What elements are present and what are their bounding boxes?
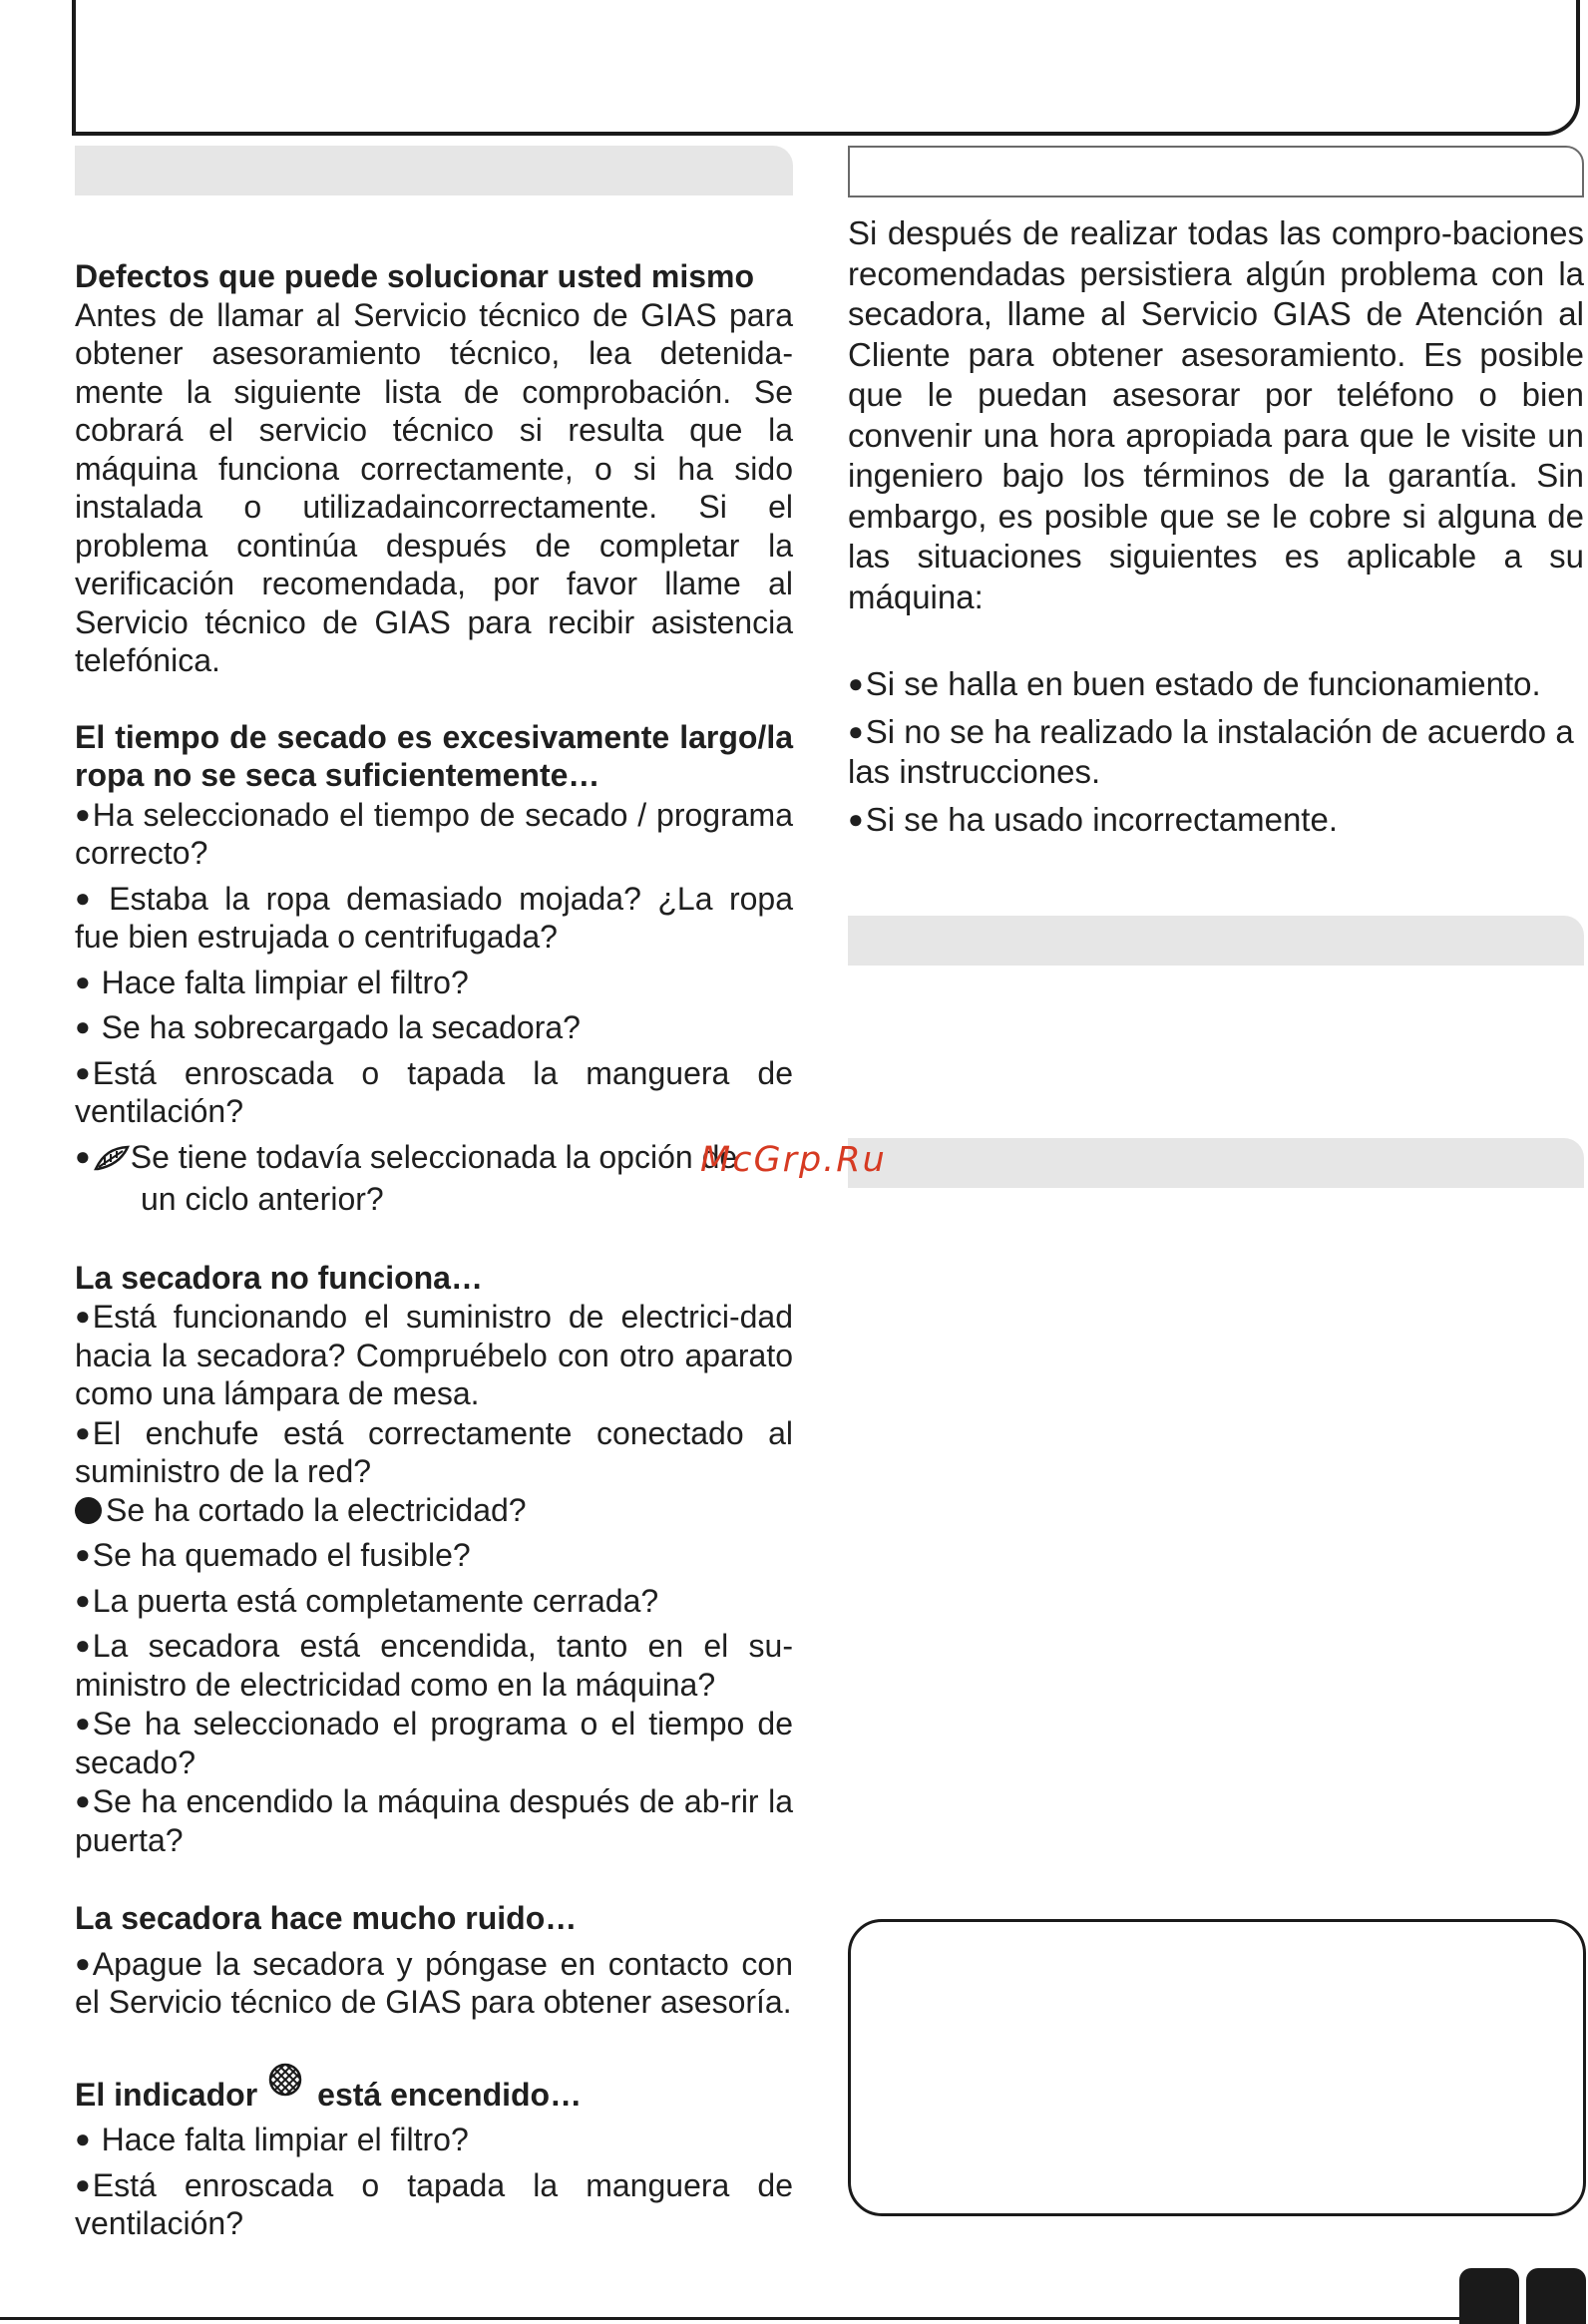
- bullet-icon: ●: [75, 1630, 91, 1660]
- list-item: ●Ha seleccionado el tiempo de secado / programa correcto?: [75, 796, 793, 871]
- bullet-icon: ●: [848, 803, 864, 834]
- charge-conditions-list: [848, 663, 1584, 840]
- bullet-icon: ●: [75, 966, 91, 996]
- footer-rule: [0, 2317, 1466, 2320]
- right-section-bar-3: [848, 1138, 1584, 1188]
- bullet-icon: ●: [75, 1584, 91, 1615]
- service-paragraph: Si después de realizar todas las compro-baciones recomendadas persistiera algún problema con la secadora, llame al Servicio GIAS de Atención al Cliente para obtener asesoramiento. Es posible que le puedan asesorar por teléfono o bien convenir una hora apropiada para que le visite un ingeniero bajo los términos de la garantía. Sin embargo, es posible que se le cobre si alguna de las situaciones siguientes es aplicable a su máquina:: [848, 214, 1584, 615]
- bullet-icon: ●: [75, 1140, 91, 1171]
- list-item: ●Está enroscada o tapada la manguera de ventilación?: [75, 2166, 793, 2241]
- list-item: ●La secadora está encendida, tanto en el su-ministro de electricidad como en la máquina?: [75, 1628, 793, 1703]
- list-item: ●Si no se ha realizado la instalación de acuerdo a las instrucciones.: [848, 712, 1574, 790]
- bullet-icon: ●: [848, 715, 864, 746]
- page-tab: [1526, 2268, 1586, 2324]
- list-item: ●Se ha seleccionado el programa o el tiempo de secado?: [75, 1706, 793, 1780]
- list-item: ●El enchufe está correctamente conectado al suministro de la red?: [75, 1414, 793, 1489]
- bullet-icon: [75, 1497, 102, 1524]
- page-tab: [1459, 2268, 1519, 2324]
- list-item: ●Se ha quemado el fusible?: [75, 1537, 471, 1573]
- right-section-bar-2: [848, 916, 1584, 966]
- defects-intro-paragraph: Antes de llamar al Servicio técnico de GIAS para obtener asesoramiento técnico, lea detenida-mente la siguiente lista de comprobación. Se cobrará el servicio técnico si resulta que la máquina funciona correctamente, o si ha sido instalada o utilizadaincorrectamente. Si el problema continúa después de completar la verificación recomendada, por favor llame al Servicio técnico de GIAS para recibir asistencia telefónica.: [75, 296, 793, 678]
- list-item: ● Hace falta limpiar el filtro?: [75, 2122, 469, 2157]
- list-item: ● Se ha sobrecargado la secadora?: [75, 1009, 581, 1045]
- section-heading-drying-time: El tiempo de secado es excesivamente largo/la ropa no se seca suficientemente…: [75, 718, 793, 793]
- list-item: ●Se ha encendido la máquina después de ab-rir la puerta?: [75, 1783, 793, 1858]
- bullet-icon: ●: [75, 2168, 91, 2199]
- note-box: [848, 1919, 1586, 2216]
- list-item: ● Hace falta limpiar el filtro?: [75, 964, 469, 1000]
- section-heading-not-working: La secadora no funciona…: [75, 1259, 483, 1296]
- header-box: [72, 0, 1580, 136]
- filter-indicator-icon: [267, 2062, 303, 2107]
- bullet-icon: ●: [75, 798, 91, 829]
- list-item: ● Estaba la ropa demasiado mojada? ¿La ropa fue bien estrujada o centrifugada?: [75, 880, 793, 955]
- left-column: [75, 257, 793, 2243]
- bullet-icon: ●: [75, 882, 91, 913]
- delicate-option-icon: [93, 1142, 131, 1181]
- bullet-icon: ●: [75, 1011, 91, 1041]
- left-section-bar: [75, 146, 793, 195]
- bullet-icon: ●: [75, 1056, 91, 1087]
- section-heading-indicator: El indicador está encendido…: [75, 2062, 793, 2115]
- bullet-icon: ●: [75, 1947, 91, 1978]
- bullet-icon: ●: [75, 1539, 91, 1569]
- list-item: ●Está funcionando el suministro de electrici-dad hacia la secadora? Compruébelo con otro aparato como una lámpara de mesa.: [75, 1299, 793, 1411]
- list-item: ●Está enroscada o tapada la manguera de ventilación?: [75, 1054, 793, 1129]
- list-item: ●Si se halla en buen estado de funcionamiento.: [848, 665, 1541, 702]
- bullet-icon: ●: [75, 1416, 91, 1447]
- list-item: ● Se tiene todavía seleccionada la opción de un ciclo anterior?: [75, 1138, 738, 1217]
- bullet-icon: ●: [75, 1301, 91, 1331]
- bullet-icon: ●: [75, 1785, 91, 1815]
- list-item: Se ha cortado la electricidad?: [75, 1491, 793, 1530]
- watermark: McGrp.Ru: [700, 1140, 887, 1180]
- bullet-icon: ●: [75, 1708, 91, 1738]
- section-heading-defects: Defectos que puede solucionar usted mismo: [75, 258, 755, 294]
- bullet-icon: ●: [848, 668, 864, 698]
- bullet-icon: ●: [75, 2124, 91, 2153]
- right-column: [848, 213, 1584, 840]
- list-item: ●Apague la secadora y póngase en contacto con el Servicio técnico de GIAS para obtener asesoría.: [75, 1945, 793, 2020]
- section-heading-noise: La secadora hace mucho ruido…: [75, 1900, 578, 1936]
- list-item: ●La puerta está completamente cerrada?: [75, 1582, 659, 1619]
- list-item: ●Si se ha usado incorrectamente.: [848, 800, 1338, 838]
- right-section-bar-outline: [848, 146, 1584, 197]
